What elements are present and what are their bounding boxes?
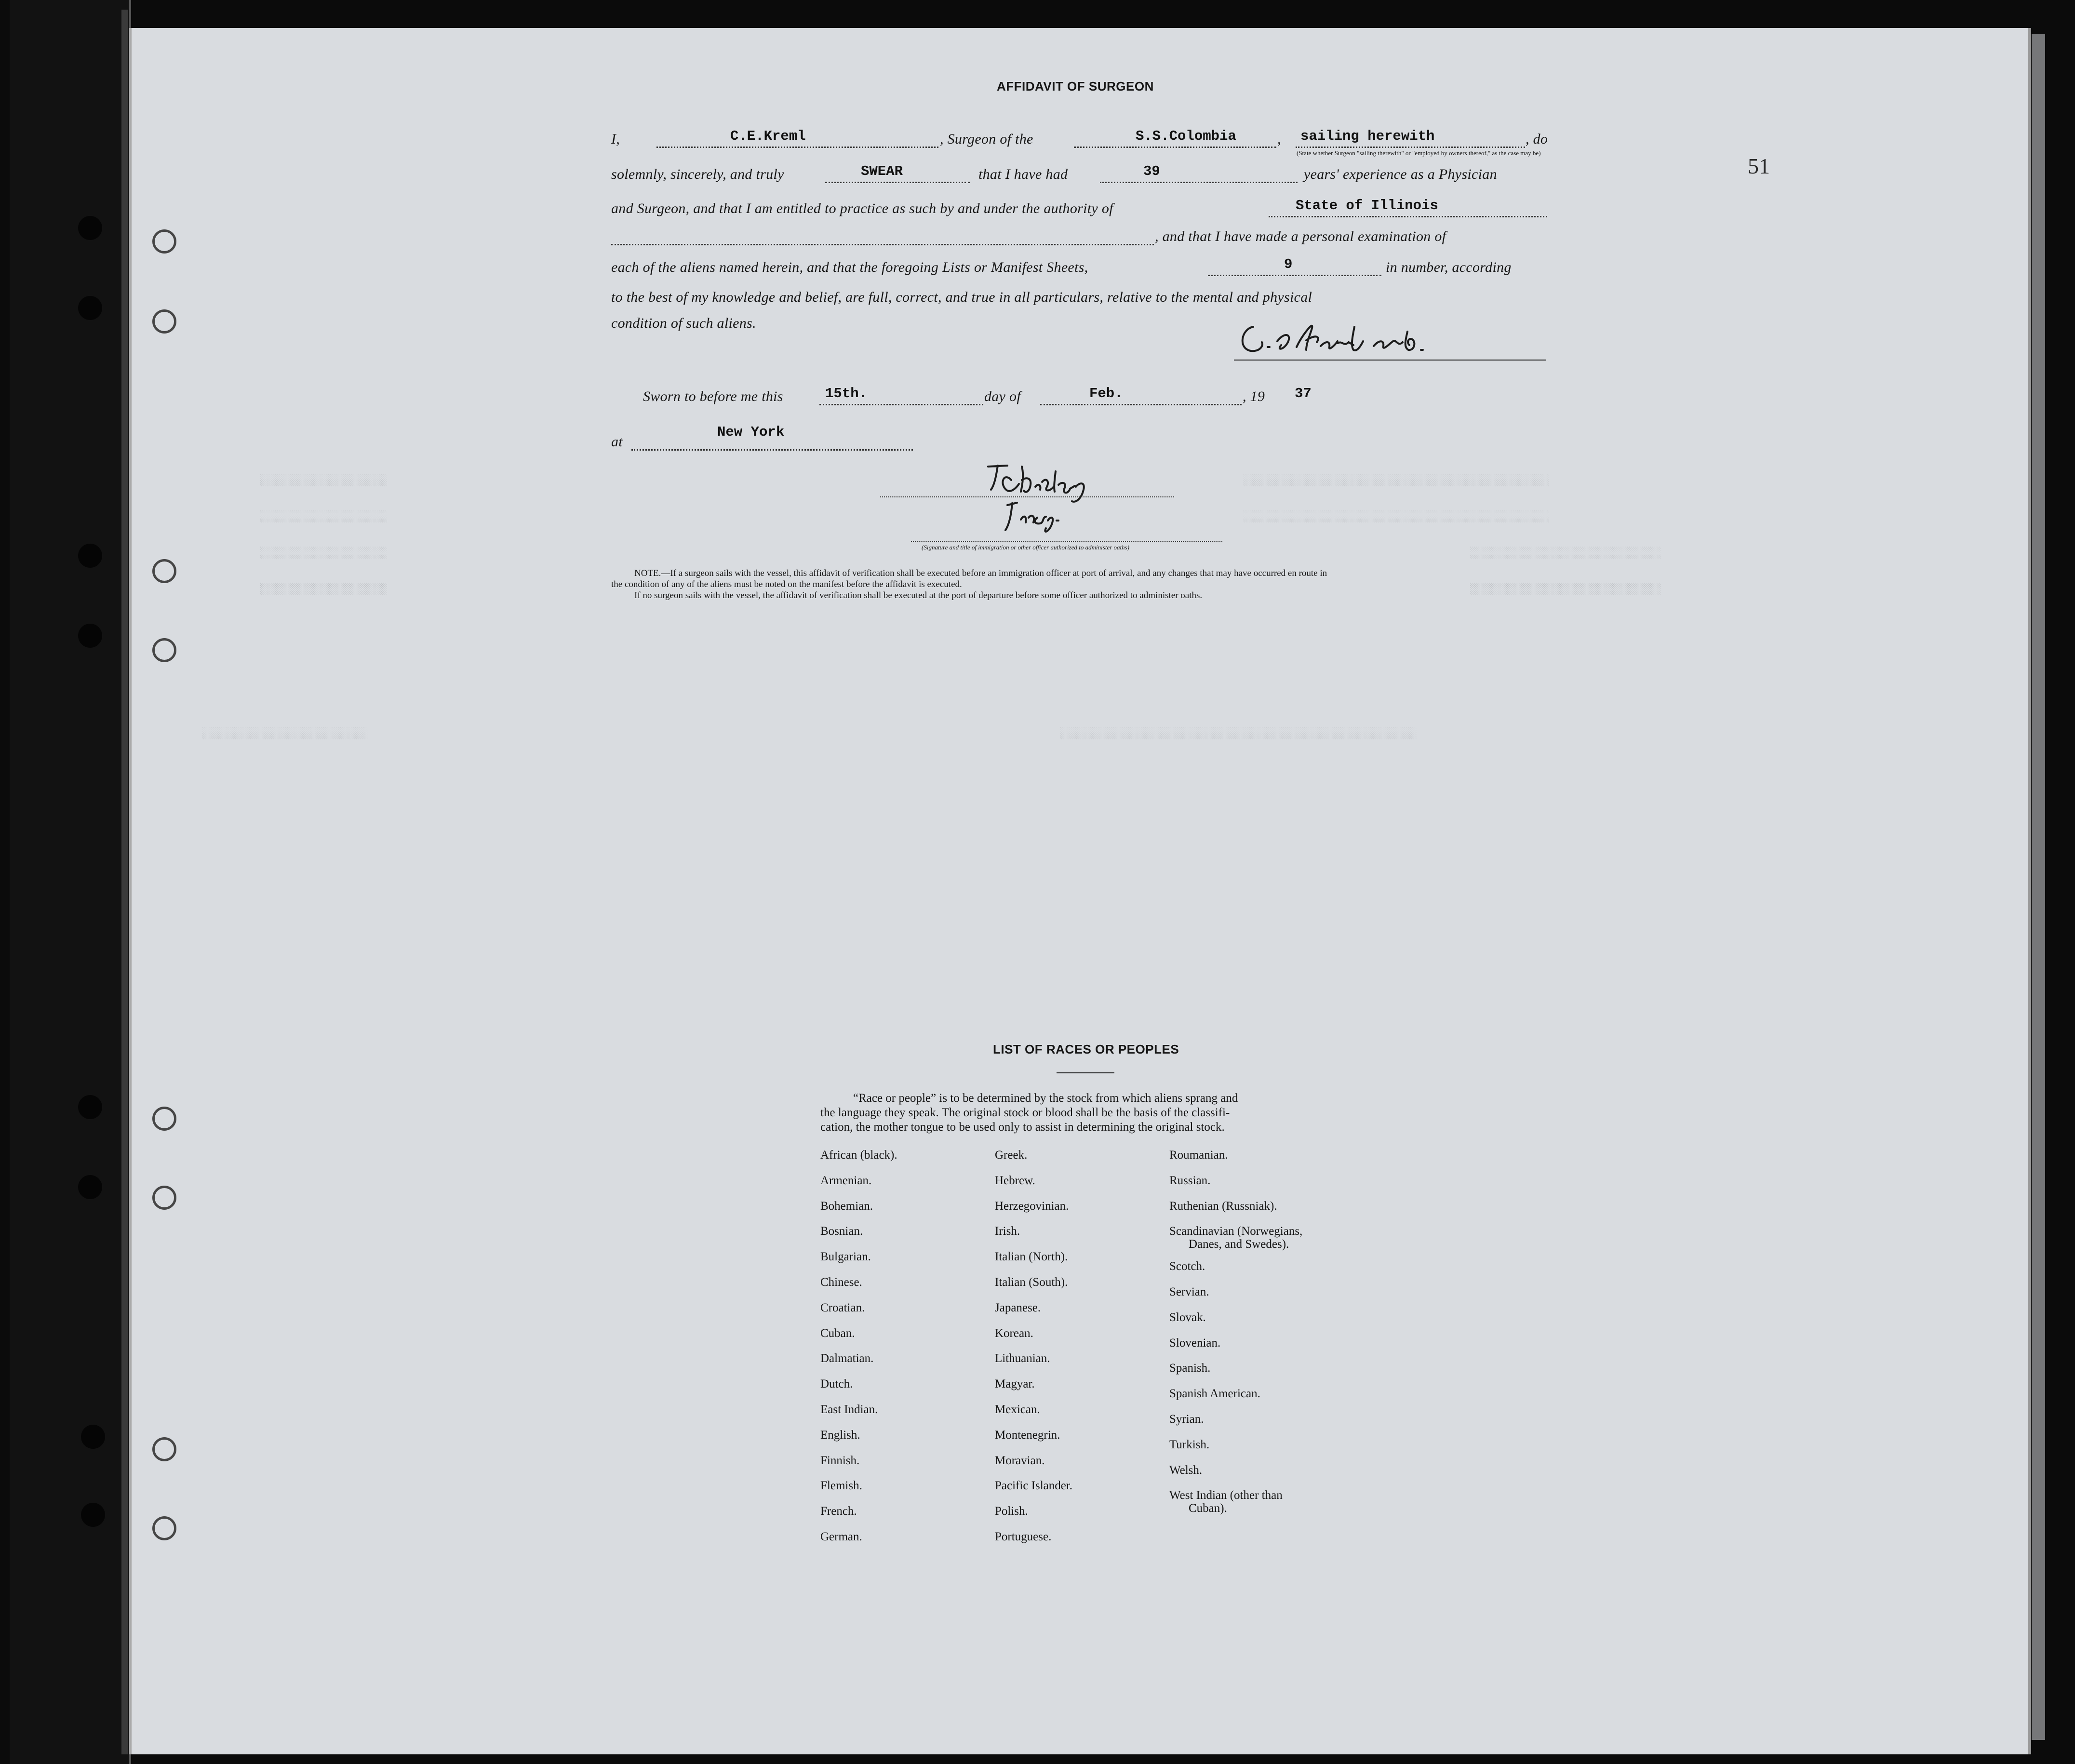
race-entry	[820, 1530, 862, 1543]
race-name: Welsh.	[1169, 1464, 1203, 1477]
sheet-edge	[2032, 34, 2045, 1740]
note-lead: NOTE.	[634, 568, 661, 578]
years-experience: 39	[1143, 163, 1160, 179]
race-name: Armenian.	[820, 1174, 872, 1187]
sworn-text: , 19	[1243, 388, 1265, 404]
affidavit-title: AFFIDAVIT OF SURGEON	[997, 79, 1154, 94]
punch-hole	[78, 1175, 102, 1199]
affidavit-text: , do	[1526, 131, 1548, 147]
race-name-continuation: Danes, and Swedes).	[1189, 1238, 1289, 1251]
ship-name: S.S.Colombia	[1136, 128, 1236, 144]
affidavit-text: and Surgeon, and that I am entitled to practice as such by and under the authority of	[611, 200, 1113, 216]
race-entry	[1169, 1225, 1302, 1251]
bleedthrough-row: ░░░░░░░░░░░░░░░░░░░░	[260, 583, 388, 595]
race-entry	[1169, 1438, 1209, 1451]
race-name: Finnish.	[820, 1454, 860, 1467]
race-entry	[820, 1352, 873, 1365]
race-entry	[820, 1403, 878, 1416]
sworn-text: at	[611, 434, 623, 450]
punch-hole-ring	[152, 1107, 176, 1131]
fill-line	[825, 182, 970, 183]
note-line: —If a surgeon sails with the vessel, this affidavit of verification shall be executed before an immigration officer at port of arrival, and any changes that may have occurred en route in	[661, 568, 1327, 578]
intro-line: the language they speak. The original stock or blood shall be the basis of the classifi-	[820, 1106, 1230, 1119]
sworn-day: 15th.	[825, 386, 868, 401]
race-name: Magyar.	[995, 1377, 1035, 1390]
race-entry	[995, 1505, 1028, 1518]
race-name: Pacific Islander.	[995, 1479, 1073, 1492]
affidavit-text: to the best of my knowledge and belief, are full, correct, and true in all particulars, relative to the mental and physical	[611, 289, 1312, 305]
punch-hole	[78, 544, 102, 568]
race-name: African (black).	[820, 1149, 897, 1162]
intro-line: “Race or people” is to be determined by the stock from which aliens sprang and	[853, 1092, 1238, 1105]
race-entry	[995, 1276, 1068, 1289]
affidavit-text: each of the aliens named herein, and that the foregoing Lists or Manifest Sheets,	[611, 259, 1088, 275]
sworn-year: 37	[1295, 386, 1312, 401]
bleedthrough-row: ░░░░░░░░░░░░░░░░░░░░░░░░░░░░░░░░░░░░░░░░░░░░░░░░	[1244, 511, 1549, 523]
race-name: Scotch.	[1169, 1260, 1205, 1273]
bleedthrough-row: ░░░░░░░░░░░░░░░░░░░░	[260, 547, 388, 559]
punch-hole-ring	[152, 1516, 176, 1540]
punch-hole	[81, 1425, 105, 1449]
race-entry	[820, 1276, 862, 1289]
race-name: Slovenian.	[1169, 1336, 1221, 1350]
race-name: Cuban.	[820, 1327, 855, 1340]
race-entry	[820, 1200, 873, 1213]
fill-line	[1208, 275, 1381, 276]
sworn-place: New York	[717, 424, 785, 440]
race-entry	[995, 1149, 1027, 1162]
punch-hole-ring	[152, 638, 176, 662]
race-name: Portuguese.	[995, 1530, 1052, 1543]
race-name: Italian (North).	[995, 1250, 1068, 1263]
sworn-text: Sworn to before me this	[643, 388, 783, 404]
affidavit-text: years' experience as a Physician	[1304, 166, 1497, 182]
races-title: LIST OF RACES OR PEOPLES	[993, 1042, 1179, 1056]
race-name: Herzegovinian.	[995, 1200, 1069, 1213]
manifest-sheet	[129, 28, 2031, 1754]
fill-line	[1100, 182, 1298, 183]
races-intro	[820, 1091, 1238, 1135]
race-entry	[1169, 1387, 1260, 1400]
race-name: English.	[820, 1429, 860, 1442]
signature-line	[1234, 360, 1546, 361]
race-name: Chinese.	[820, 1276, 862, 1289]
race-name: Irish.	[995, 1225, 1020, 1238]
race-name: Montenegrin.	[995, 1429, 1060, 1442]
fill-line	[1040, 404, 1242, 405]
intro-line: cation, the mother tongue to be used only to assist in determining the original stock.	[820, 1121, 1225, 1134]
binder-edge	[121, 10, 128, 1754]
race-entry	[995, 1250, 1068, 1263]
status-note: (State whether Surgeon "sailing therewith" or "employed by owners thereof," as the case may be)	[1297, 149, 1541, 157]
fill-line	[611, 244, 1154, 245]
race-name: Turkish.	[1169, 1438, 1210, 1451]
oath-type: SWEAR	[861, 163, 903, 179]
race-name: West Indian (other than	[1169, 1489, 1283, 1502]
race-name: Croatian.	[820, 1301, 865, 1314]
punch-hole-ring	[152, 1186, 176, 1210]
binder-margin	[10, 0, 131, 1764]
affidavit-text: ,	[1277, 131, 1281, 147]
race-name: Dalmatian.	[820, 1352, 874, 1365]
race-entry	[820, 1327, 855, 1340]
note-line: If no surgeon sails with the vessel, the affidavit of verification shall be executed at the port of departure before some officer authorized to administer oaths.	[634, 590, 1203, 601]
race-name: Slovak.	[1169, 1311, 1206, 1324]
affidavit-text: in number, according	[1386, 259, 1512, 275]
race-entry	[995, 1429, 1060, 1442]
race-entry	[995, 1377, 1035, 1390]
race-entry	[1169, 1336, 1220, 1350]
officer-signature	[974, 457, 1176, 548]
race-entry	[820, 1454, 859, 1467]
race-entry	[1169, 1489, 1283, 1515]
race-entry	[995, 1479, 1072, 1492]
race-entry	[995, 1327, 1033, 1340]
bleedthrough-row: ░░░░░░░░░░░░░░░░░░░░░░░░░░	[202, 728, 368, 740]
race-entry	[820, 1149, 897, 1162]
race-name: Servian.	[1169, 1285, 1209, 1298]
punch-hole-ring	[152, 559, 176, 583]
race-entry	[820, 1250, 871, 1263]
punch-hole-ring	[152, 309, 176, 334]
race-name-continuation: Cuban).	[1189, 1502, 1227, 1515]
race-entry	[1169, 1464, 1202, 1477]
race-name: Italian (South).	[995, 1276, 1068, 1289]
surgeon-name: C.E.Kreml	[730, 128, 806, 144]
race-entry	[995, 1530, 1051, 1543]
punch-hole	[78, 624, 102, 648]
race-name: Japanese.	[995, 1301, 1041, 1314]
bleedthrough-row: ░░░░░░░░░░░░░░░░░░░░░░░░░░░░░░░░░░░░░░░░░░░░░░░░	[1244, 475, 1549, 487]
affidavit-text: that I have had	[978, 166, 1068, 182]
race-entry	[820, 1429, 860, 1442]
race-name: Ruthenian (Russniak).	[1169, 1200, 1277, 1213]
note-line: the condition of any of the aliens must be noted on the manifest before the affidavit is executed.	[611, 579, 962, 589]
sworn-month: Feb.	[1089, 386, 1123, 401]
sworn-text: day of	[984, 388, 1021, 404]
signature-caption: (Signature and title of immigration or other officer authorized to administer oaths)	[922, 544, 1130, 551]
race-name: Moravian.	[995, 1454, 1045, 1467]
affidavit-text: , Surgeon of the	[940, 131, 1033, 147]
fill-line	[1296, 147, 1525, 148]
race-name: Flemish.	[820, 1479, 862, 1492]
race-entry	[820, 1505, 857, 1518]
race-entry	[820, 1301, 865, 1314]
fill-line	[1074, 147, 1276, 148]
bleedthrough-row: ░░░░░░░░░░░░░░░░░░░░░░░░░░░░░░░░░░░░░░░░░░░░░░░░░░░░░░░░	[1060, 728, 1417, 740]
affidavit-text: solemnly, sincerely, and truly	[611, 166, 784, 182]
fill-line	[656, 147, 938, 148]
race-name: Bohemian.	[820, 1200, 873, 1213]
race-name: Roumanian.	[1169, 1149, 1228, 1162]
race-entry	[1169, 1200, 1277, 1213]
punch-hole-ring	[152, 229, 176, 254]
surgeon-signature	[1234, 312, 1523, 365]
punch-hole	[78, 216, 102, 240]
race-name: Syrian.	[1169, 1413, 1204, 1426]
licensing-authority: State of Illinois	[1296, 198, 1438, 214]
race-name: Hebrew.	[995, 1174, 1035, 1187]
bleedthrough-row: ░░░░░░░░░░░░░░░░░░░░	[260, 511, 388, 523]
bleedthrough-row: ░░░░░░░░░░░░░░░░░░░░░░░░░░░░░░	[1470, 547, 1661, 559]
officer-title-line	[911, 541, 1222, 542]
race-name: Spanish.	[1169, 1362, 1211, 1375]
punch-hole	[78, 1095, 102, 1119]
race-name: Korean.	[995, 1327, 1033, 1340]
affidavit-note	[611, 568, 1327, 601]
race-entry	[820, 1479, 862, 1492]
bleedthrough-row: ░░░░░░░░░░░░░░░░░░░░	[260, 475, 388, 487]
race-entry	[1169, 1174, 1210, 1187]
race-entry	[995, 1225, 1020, 1238]
race-entry	[1169, 1413, 1204, 1426]
race-entry	[1169, 1149, 1228, 1162]
affidavit-text: I,	[611, 131, 620, 147]
race-entry	[995, 1200, 1069, 1213]
race-entry	[820, 1377, 853, 1390]
race-entry	[1169, 1311, 1206, 1324]
race-entry	[995, 1174, 1035, 1187]
fill-line	[631, 449, 913, 451]
race-entry	[995, 1454, 1044, 1467]
race-name: Bosnian.	[820, 1225, 863, 1238]
race-entry	[820, 1174, 871, 1187]
race-name: Polish.	[995, 1505, 1028, 1518]
race-entry	[995, 1403, 1040, 1416]
surgeon-status: sailing herewith	[1300, 128, 1435, 144]
race-entry	[1169, 1362, 1210, 1375]
race-name: Greek.	[995, 1149, 1028, 1162]
race-name: German.	[820, 1530, 862, 1543]
punch-hole	[78, 296, 102, 320]
fill-line	[819, 404, 983, 405]
race-name: Spanish American.	[1169, 1387, 1260, 1400]
race-entry	[995, 1301, 1041, 1314]
race-entry	[1169, 1285, 1209, 1298]
race-name: Russian.	[1169, 1174, 1211, 1187]
punch-hole-ring	[152, 1437, 176, 1461]
race-name: East Indian.	[820, 1403, 878, 1416]
race-entry	[820, 1225, 863, 1238]
affidavit-text: , and that I have made a personal examination of	[1155, 228, 1446, 244]
page-number: 51	[1748, 154, 1770, 178]
race-name: Lithuanian.	[995, 1352, 1050, 1365]
officer-signature-line	[880, 496, 1174, 497]
race-name: Scandinavian (Norwegians,	[1169, 1225, 1303, 1238]
manifest-sheet-count: 9	[1284, 256, 1293, 272]
bleedthrough-row: ░░░░░░░░░░░░░░░░░░░░░░░░░░░░░░	[1470, 583, 1661, 595]
race-entry	[995, 1352, 1050, 1365]
race-entry	[1169, 1260, 1205, 1273]
race-name: Mexican.	[995, 1403, 1040, 1416]
punch-hole	[81, 1503, 105, 1527]
race-name: Bulgarian.	[820, 1250, 871, 1263]
race-name: Dutch.	[820, 1377, 853, 1390]
affidavit-text: condition of such aliens.	[611, 315, 756, 331]
fill-line	[1269, 216, 1547, 217]
race-name: French.	[820, 1505, 857, 1518]
title-underline	[1057, 1072, 1114, 1073]
